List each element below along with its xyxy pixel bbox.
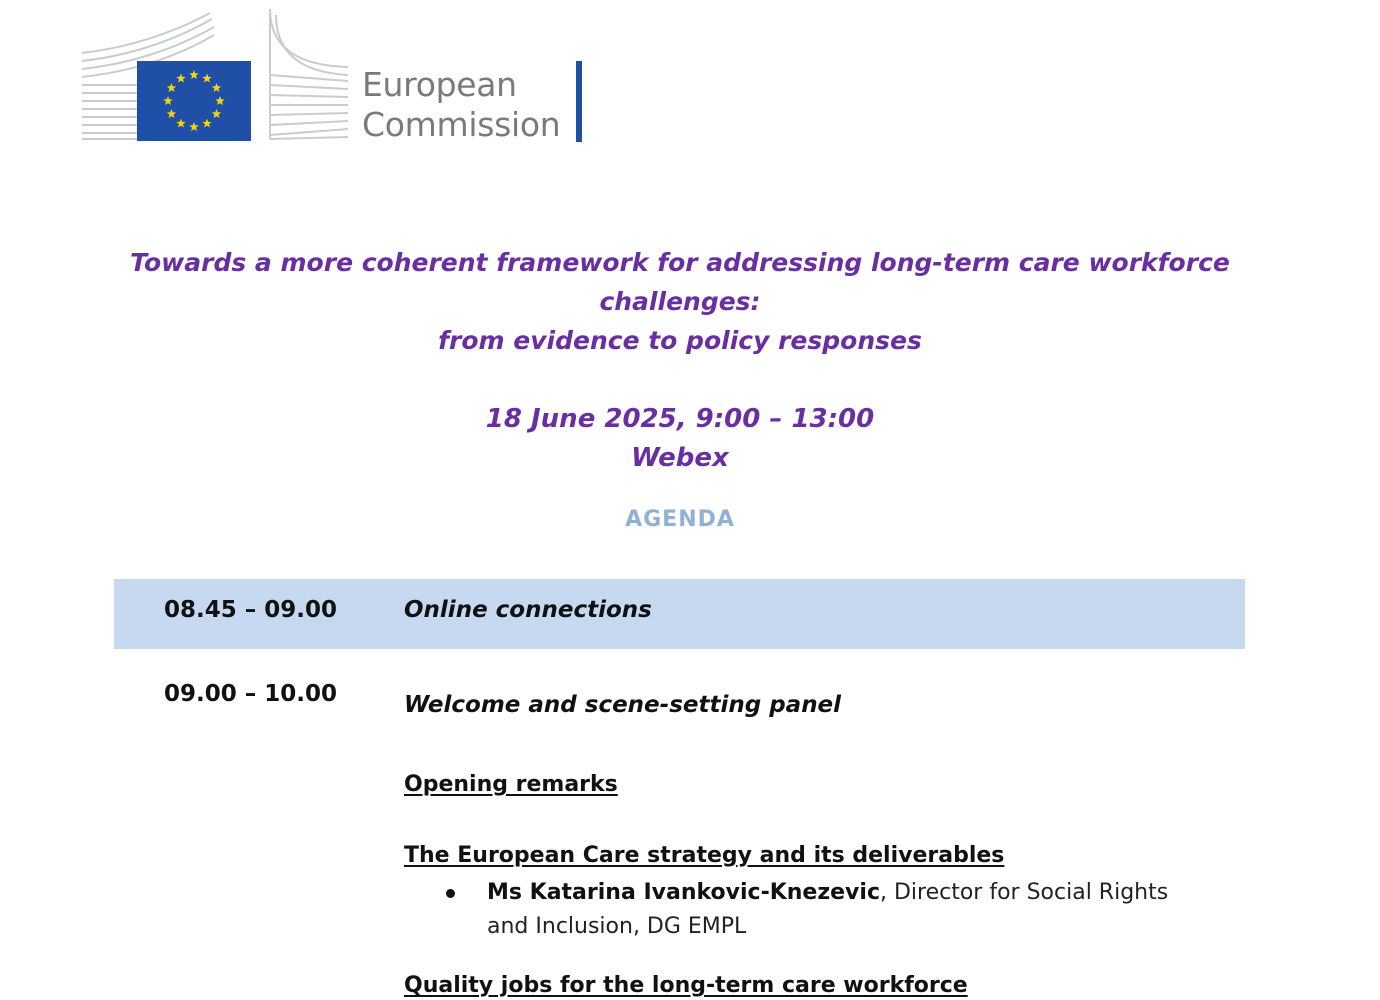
speaker-entry <box>487 876 1207 944</box>
logo-wordmark <box>362 65 560 145</box>
eu-flag-star <box>212 83 222 92</box>
eu-flag-star <box>202 119 212 128</box>
eu-flag-star <box>215 96 225 105</box>
subheading-quality-jobs: Quality jobs for the long-term care workforce <box>404 973 968 998</box>
eu-flag-star <box>212 109 222 118</box>
bullet-icon <box>446 889 455 898</box>
eu-flag-icon <box>137 61 251 141</box>
agenda-row-1-session: Online connections <box>404 597 652 623</box>
title-line-3: from evidence to policy responses <box>438 326 922 355</box>
eu-flag-star <box>176 119 186 128</box>
event-details <box>0 400 1360 478</box>
speaker-role: , Director for Social Rights and Inclusion, DG EMPL <box>487 880 1169 939</box>
agenda-heading: AGENDA <box>625 507 735 532</box>
agenda-row-1-time: 08.45 – 09.00 <box>164 597 338 623</box>
title-line-1: Towards a more coherent framework for addressing long-term care workforce <box>130 248 1230 277</box>
title-line-2: challenges: <box>599 287 761 316</box>
eu-flag-star <box>167 109 177 118</box>
event-venue: Webex <box>631 443 729 473</box>
eu-flag-star <box>167 83 177 92</box>
logo-divider-bar <box>576 61 582 142</box>
event-title <box>0 243 1360 360</box>
european-commission-logo <box>80 5 600 145</box>
logo-line-1: European <box>362 65 517 104</box>
speaker-name: Ms Katarina Ivankovic-Knezevic <box>487 880 880 905</box>
eu-flag-star <box>202 73 212 82</box>
subheading-care-strategy: The European Care strategy and its deliverables <box>404 843 1005 868</box>
eu-flag-star <box>163 96 173 105</box>
agenda-row-2-session: Welcome and scene-setting panel <box>404 692 842 718</box>
agenda-row-2-time: 09.00 – 10.00 <box>164 681 338 707</box>
event-date-time: 18 June 2025, 9:00 – 13:00 <box>485 404 875 434</box>
logo-line-2: Commission <box>362 105 561 144</box>
eu-flag-star <box>176 73 186 82</box>
eu-flag-star <box>189 70 199 79</box>
eu-flag-star <box>189 122 199 131</box>
subheading-opening-remarks: Opening remarks <box>404 772 618 797</box>
